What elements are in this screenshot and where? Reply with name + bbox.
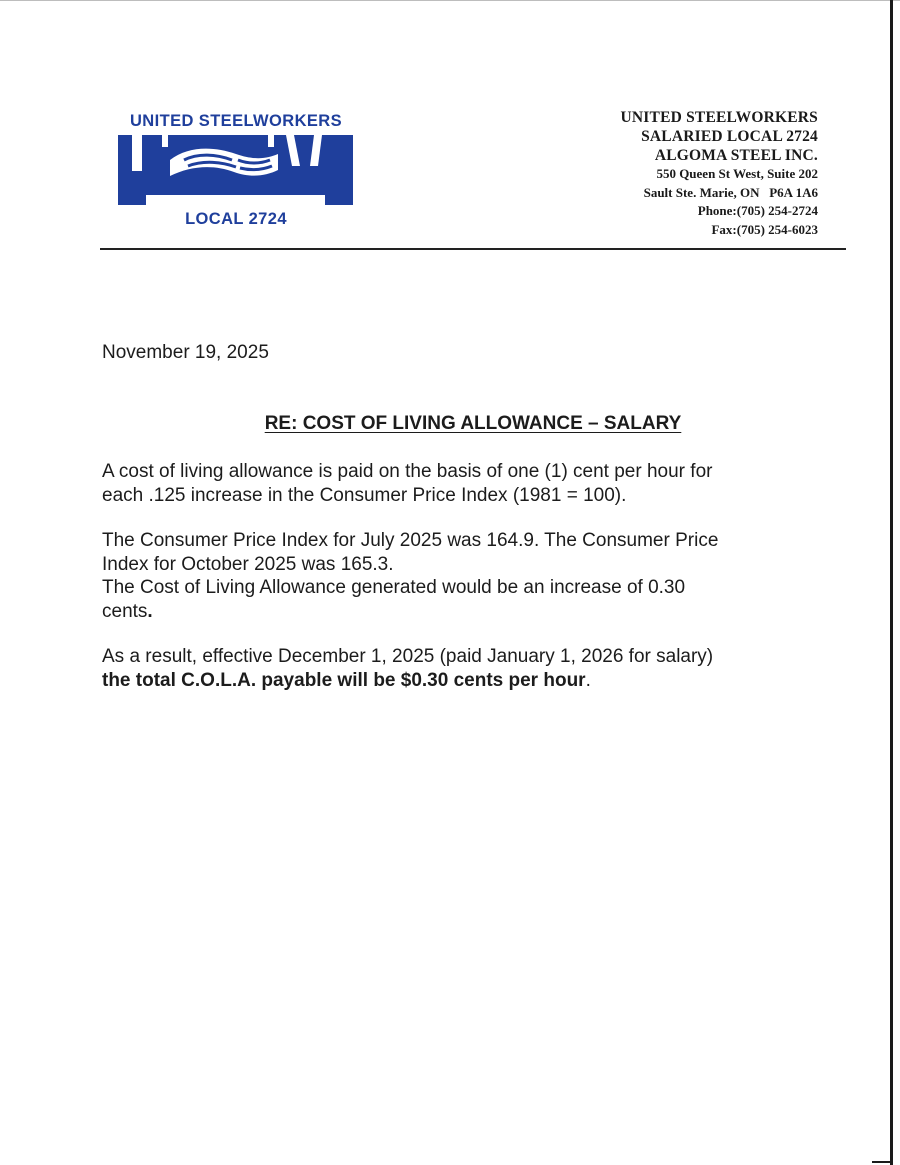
paragraph-line: A cost of living allowance is paid on the basis of one (1) cent per hour for bbox=[102, 461, 713, 482]
letterhead-street: 550 Queen St West, Suite 202 bbox=[656, 166, 818, 181]
total-cola-statement: the total C.O.L.A. payable will be $0.30 cents per hour bbox=[102, 669, 586, 691]
letter-date: November 19, 2025 bbox=[102, 342, 269, 363]
logo-usw-letters bbox=[118, 135, 353, 205]
letterhead-city: Sault Ste. Marie, ON P6A 1A6 bbox=[643, 184, 818, 200]
letter-body bbox=[102, 460, 792, 714]
logo-bottom-text: LOCAL 2724 bbox=[185, 210, 287, 228]
scan-bottom-mark bbox=[872, 1161, 892, 1163]
paragraph-line: The Cost of Living Allowance generated would be an increase of 0.30 bbox=[102, 577, 686, 598]
paragraph-cpi-values bbox=[102, 529, 792, 623]
scan-top-edge bbox=[0, 0, 900, 1]
header-divider bbox=[100, 248, 846, 250]
letterhead-phone: Phone:(705) 254-2724 bbox=[697, 203, 818, 218]
letterhead-line-local: SALARIED LOCAL 2724 bbox=[641, 128, 818, 145]
usw-local-logo bbox=[118, 108, 358, 230]
paragraph-line: As a result, effective December 1, 2025 (paid January 1, 2026 for salary) bbox=[102, 646, 714, 667]
total-cola-period: . bbox=[585, 669, 591, 691]
paragraph-line bbox=[102, 600, 792, 624]
logo-top-text: UNITED STEELWORKERS bbox=[129, 112, 343, 130]
letterhead-fax: Fax:(705) 254-6023 bbox=[711, 221, 818, 237]
letter-subject bbox=[100, 412, 846, 436]
letter-subject-text: RE: COST OF LIVING ALLOWANCE – SALARY bbox=[264, 413, 682, 434]
cents-period: . bbox=[147, 600, 153, 622]
usw-logo-graphic bbox=[118, 108, 358, 230]
paragraph-line: The Consumer Price Index for July 2025 was 164.9. The Consumer Price bbox=[102, 530, 719, 551]
paragraph-line bbox=[102, 669, 792, 693]
paragraph-line: each .125 increase in the Consumer Price Index (1981 = 100). bbox=[102, 484, 627, 506]
paragraph-cola-basis bbox=[102, 460, 792, 507]
letterhead-line-company: ALGOMA STEEL INC. bbox=[654, 147, 818, 164]
letterhead-line-union: UNITED STEELWORKERS bbox=[620, 109, 818, 126]
scan-right-edge bbox=[890, 0, 893, 1165]
letterhead-address bbox=[621, 108, 818, 239]
paragraph-line: Index for October 2025 was 165.3. bbox=[102, 553, 394, 575]
cents-word: cents bbox=[102, 600, 148, 622]
paragraph-result bbox=[102, 645, 792, 692]
